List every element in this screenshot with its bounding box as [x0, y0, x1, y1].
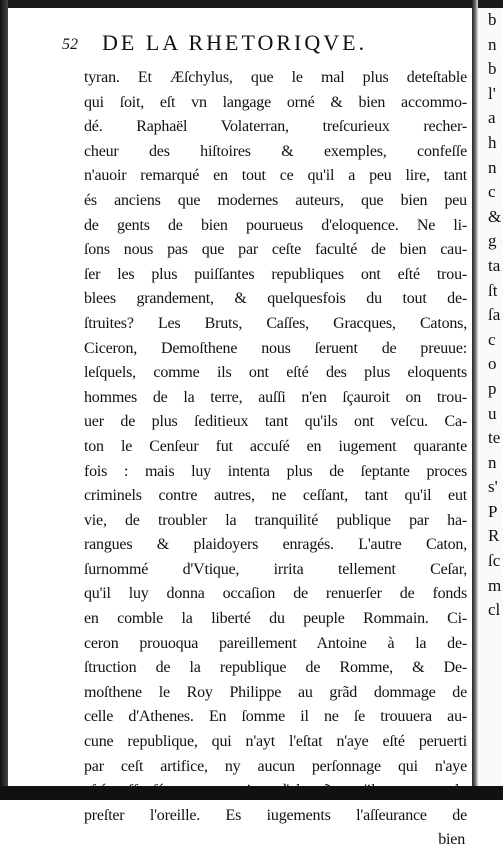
- text-line: rangues & plaidoyers enragés. L'autre Caton,: [84, 536, 467, 554]
- text-line: de gents de bien pourueus d'eloquence. Ne li-: [84, 216, 467, 234]
- text-line: leſquels, comme ils ont eſté des plus eloquents: [84, 364, 467, 382]
- text-line: ſtruites? Les Bruts, Caſſes, Gracques, Catons,: [84, 314, 467, 332]
- text-line: Ciceron, Demoſthene nous ſeruent de preuue:: [84, 339, 467, 357]
- facing-page-fragment: c: [488, 182, 496, 202]
- facing-page-fragment: b: [488, 59, 497, 79]
- text-line: cune republique, qui n'ayt l'eſtat n'aye eſté peruerti: [84, 733, 467, 751]
- page-header: [62, 30, 467, 60]
- page-number: 52: [62, 36, 78, 53]
- text-line: moſthene le Roy Philippe au grãd dommage de: [84, 683, 467, 701]
- facing-page-fragment: l': [488, 83, 496, 103]
- facing-page-fragment: b: [488, 10, 497, 29]
- facing-page-fragment: u: [488, 403, 497, 423]
- text-line: qui ſoit, eſt vn langage orné & bien accommo-: [84, 93, 467, 111]
- text-line: vie, de troubler la tranquilité publique par ha-: [84, 511, 467, 529]
- facing-page-fragment: P: [488, 501, 498, 521]
- facing-page-fragment: ſa: [488, 305, 501, 325]
- facing-page-fragment: s': [488, 477, 498, 497]
- text-line: cheur des hiſtoires & exemples, confeſſe: [84, 142, 467, 160]
- facing-page-fragment: p: [488, 378, 497, 398]
- facing-page-fragment: ſc: [488, 551, 501, 571]
- facing-page-fragment: o: [488, 354, 497, 374]
- text-line: ceron prouoqua pareillement Antoine à la de-: [84, 634, 467, 652]
- text-line: celle d'Athenes. En ſomme il ne ſe trouuera au-: [84, 708, 467, 726]
- facing-page-fragment: n: [488, 452, 497, 472]
- text-line: dé. Raphaël Volaterran, treſcurieux recher-: [84, 118, 467, 136]
- text-line: ſtruction de la republique de Romme, & De-: [84, 659, 467, 677]
- catchword: bien: [438, 831, 465, 849]
- facing-page-fragment: cl: [488, 600, 501, 620]
- facing-page-edge: [478, 8, 503, 786]
- text-line: preſter l'oreille. Es iugements l'aſſeurance de: [84, 806, 467, 824]
- facing-page-fragment: n: [488, 157, 497, 177]
- facing-page-fragment: g: [488, 231, 497, 251]
- facing-page-fragment: m: [488, 575, 502, 595]
- text-line: qu'il luy donna occaſion de renuerſer de fonds: [84, 585, 467, 603]
- body-text: [84, 66, 467, 853]
- facing-page-fragment: &: [488, 206, 502, 226]
- text-line: ſurnommé d'Vtique, irrita tellement Ceſar,: [84, 560, 467, 578]
- facing-page-fragment: ta: [488, 255, 501, 275]
- scan-border-left: [0, 0, 8, 800]
- facing-page-fragment: R: [488, 526, 500, 546]
- text-line: tyran. Et Æſchylus, que le mal plus deteſtable: [84, 69, 467, 86]
- facing-page-fragment: ſt: [488, 280, 498, 300]
- text-line: és anciens que modernes auteurs, que bien peu: [84, 191, 467, 209]
- scan-border-top: [0, 0, 503, 8]
- facing-page-fragment: h: [488, 132, 497, 152]
- facing-page-fragment: c: [488, 329, 496, 349]
- text-line: n'auoir remarqué en tout ce qu'il a peu lire, tant: [84, 167, 467, 185]
- text-line: fois : mais luy intenta plus de ſeptante proces: [84, 462, 467, 480]
- scan-border-bottom: [0, 786, 503, 800]
- facing-page-fragment: te: [488, 428, 501, 448]
- text-line: ton le Cenſeur fut accuſé en iugement quarante: [84, 437, 467, 455]
- text-line: hommes de la terre, auſſi n'en ſçauroit on trou-: [84, 388, 467, 406]
- text-line: blees grandement, & quelquesfois du tout de-: [84, 290, 467, 308]
- facing-page-fragment: n: [488, 34, 497, 54]
- text-line: ſer les plus puiſſantes republiques ont eſté trou-: [84, 265, 467, 283]
- text-line: uer de plus ſeditieux tant qu'ils ont veſcu. Ca-: [84, 413, 467, 431]
- facing-page-fragment: a: [488, 108, 496, 128]
- text-line: criminels contre autres, ne ceſſant, tant qu'il eut: [84, 487, 467, 505]
- text-line: ſons nous pas que par ceſte faculté de bien cau-: [84, 241, 467, 259]
- text-line: par ceſt artifice, ny aucun perſonnage qui n'aye: [84, 757, 467, 775]
- text-line: en comble la liberté du peuple Rommain. Ci-: [84, 610, 467, 628]
- running-head: DE LA RHETORIQVE.: [102, 30, 368, 55]
